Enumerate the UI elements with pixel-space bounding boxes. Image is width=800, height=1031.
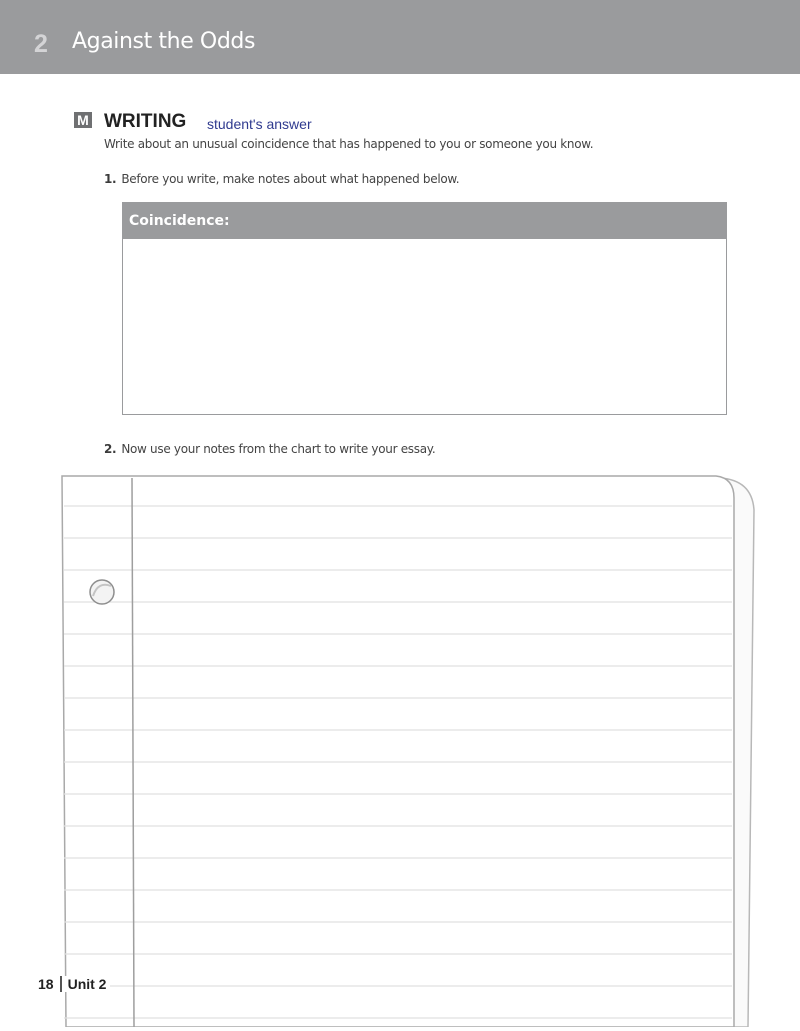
student-answer-label: student's answer xyxy=(207,116,312,132)
essay-writing-area[interactable] xyxy=(140,490,720,1010)
notes-chart-writing-area[interactable] xyxy=(123,239,726,414)
step-1-text: Before you write, make notes about what happened below. xyxy=(121,172,460,186)
section-badge: M xyxy=(74,112,92,128)
step-2-text: Now use your notes from the chart to write your essay. xyxy=(121,442,436,456)
notes-chart-header: Coincidence: xyxy=(123,203,726,239)
unit-header-bar xyxy=(0,0,800,74)
step-1-number: 1. xyxy=(104,172,117,186)
punch-hole-icon xyxy=(90,580,114,604)
step-1 xyxy=(104,172,459,186)
step-2 xyxy=(104,442,435,456)
page-number: 18 xyxy=(38,976,62,992)
unit-title: Against the Odds xyxy=(72,29,256,54)
page-footer xyxy=(38,976,110,992)
step-2-number: 2. xyxy=(104,442,117,456)
section-instruction: Write about an unusual coincidence that has happened to you or someone you know. xyxy=(104,137,594,151)
section-title: WRITING xyxy=(104,111,187,132)
lined-paper[interactable] xyxy=(40,470,770,1027)
unit-label: Unit 2 xyxy=(67,976,107,992)
coincidence-notes-chart xyxy=(122,202,727,415)
unit-number: 2 xyxy=(34,30,48,58)
